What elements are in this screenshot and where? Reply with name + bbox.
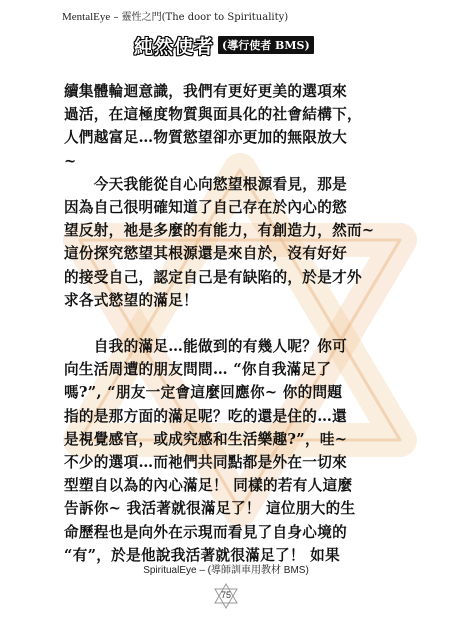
paragraph: 今天我能從自心向慾望根源看見，那是 因為自己很明確知道了自己存在於內心的慾 望反射，祂是多麼的有能力，有創造力，然而~ 這份探究慾望其根源還是來自於，沒有好好 的接受自己，認定自己是有缺陷的，於是才外 求各式慾望的滿足！ — [64, 175, 375, 309]
page-number: 75 — [220, 590, 231, 600]
paragraph: 自我的滿足…能做到的有幾人呢？你可 向生活周遭的朋友問問… “你自我滿足了 嗎?”, “朋友一定會這麼回應你~ 你的問題 指的是那方面的滿足呢？吃的還是住的…還 是視覺感官，或成究感和生活樂趣?”，哇~ 不少的選項…而祂們共同點都是外在一切來 型塑自以為的內心滿足！ 同樣的若有人這麼 告訴你~ 我活著就很滿足了！ 這位朋大的生 命歷程也是向外在示現而看見了自身心境的 “有”，於是他說我活著就很滿足了！ 如果 — [64, 338, 356, 564]
page-number-badge — [212, 582, 240, 610]
title-sub: (導行使者 BMS) — [218, 36, 314, 54]
page-header — [62, 8, 288, 23]
body-text — [64, 80, 396, 567]
document-title — [134, 33, 314, 57]
app-name: MentalEye — [62, 11, 111, 23]
page-footer: SpiritualEye – (導師訓車用教材 BMS) — [143, 565, 309, 576]
paragraph: 續集體輪迴意識，我們有更好更美的選項來 過活，在這極度物質與面具化的社會結構下， 人們越富足…物質慾望卻亦更加的無限放大 ~ — [64, 83, 362, 170]
header-subtitle: – 靈性之門(The door to Spirituality) — [110, 12, 289, 23]
title-main: 純然使者 — [134, 35, 215, 58]
